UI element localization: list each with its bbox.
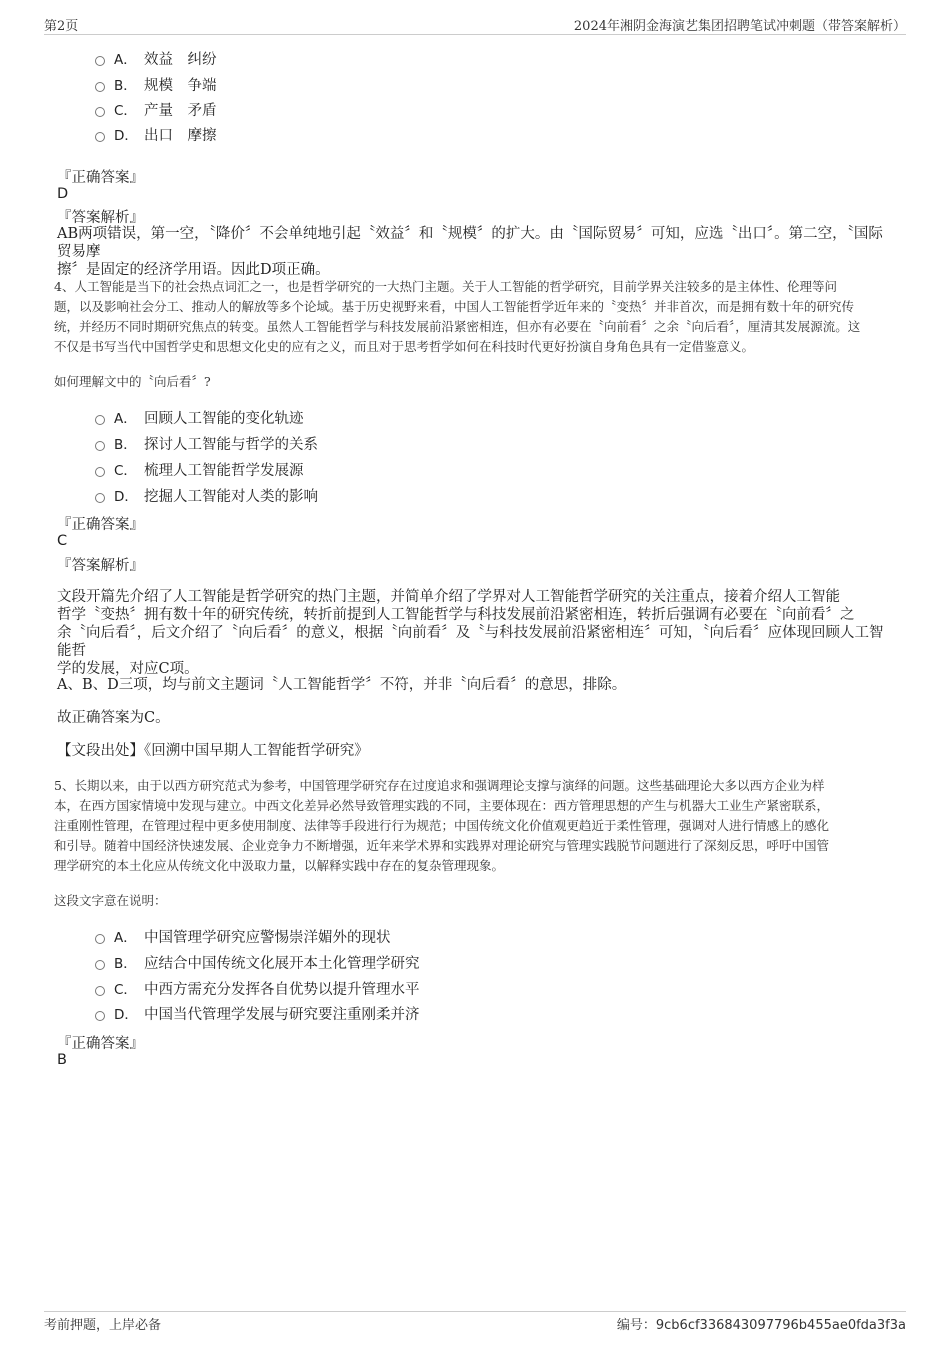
answer-label: 『正确答案』 — [57, 1036, 144, 1052]
radio-icon[interactable] — [95, 934, 105, 944]
option-text: 中国当代管理学发展与研究要注重刚柔并济 — [144, 1006, 420, 1023]
option-a[interactable] — [95, 925, 391, 947]
answer-label: 『正确答案』 — [57, 517, 144, 533]
code-label: 编号： — [616, 1318, 656, 1333]
option-b[interactable] — [95, 73, 217, 95]
answer-label: 『正确答案』 — [57, 170, 144, 186]
analysis-text — [57, 225, 892, 279]
footer-code — [617, 1314, 906, 1333]
stem-line: 题，以及影响社会分工、推动人的解放等多个论域。基于历史视野来看，中国人工智能哲学近年来的〝变热〞并非首次，而是拥有数十年的研究传 — [54, 299, 855, 314]
answer-value: D — [57, 186, 69, 202]
stem-line: 本，在西方国家情境中发现与建立。中西文化差异必然导致管理实践的不同，主要体现在：西方管理思想的产生与机器大工业生产紧密联系， — [54, 798, 830, 813]
radio-icon[interactable] — [95, 107, 105, 117]
analysis-text: A、B、D三项，均与前文主题词〝人工智能哲学〞不符，并非〝向后看〞的意思，排除。 — [57, 677, 627, 693]
option-letter: C． — [114, 463, 137, 479]
analysis-label: 『答案解析』 — [57, 210, 144, 226]
option-letter: B． — [114, 78, 137, 94]
radio-icon[interactable] — [95, 493, 105, 503]
stem-line: 4、人工智能是当下的社会热点词汇之一，也是哲学研究的一大热门主题。关于人工智能的哲学研究，目前学界关注较多的是主体性、伦理等问 — [54, 279, 837, 294]
option-b[interactable] — [95, 951, 420, 973]
analysis-line: 擦〞是固定的经济学用语。因此D项正确。 — [57, 262, 330, 278]
analysis-label: 『答案解析』 — [57, 558, 144, 574]
option-letter: C． — [114, 982, 137, 998]
code-value: 9cb6cf336843097796b455ae0fda3f3a — [655, 1318, 906, 1333]
stem-line: 理学研究的本土化应从传统文化中汲取力量，以解释实践中存在的复杂管理现象。 — [54, 858, 505, 873]
radio-icon[interactable] — [95, 467, 105, 477]
radio-icon[interactable] — [95, 441, 105, 451]
question-stem — [54, 776, 896, 876]
option-text: 中西方需充分发挥各自优势以提升管理水平 — [144, 981, 420, 998]
radio-icon[interactable] — [95, 986, 105, 996]
option-c[interactable] — [95, 98, 217, 120]
question-prompt: 这段文字意在说明： — [54, 893, 167, 908]
answer-value: B — [57, 1052, 67, 1068]
stem-line: 不仅是书写当代中国哲学史和思想文化史的应有之义，而且对于思考哲学如何在科技时代更好扮演自身角色具有一定借鉴意义。 — [54, 339, 755, 354]
option-letter: D． — [114, 1007, 138, 1023]
option-letter: B． — [114, 437, 137, 453]
option-letter: D． — [114, 128, 138, 144]
option-text: 挖掘人工智能对人类的影响 — [144, 488, 318, 505]
header-divider — [44, 34, 906, 35]
option-c[interactable] — [95, 458, 304, 480]
option-text: 产量 矛盾 — [144, 102, 217, 119]
analysis-line: 文段开篇先介绍了人工智能是哲学研究的热门主题，并简单介绍了学界对人工智能哲学研究的关注重点，接着介绍人工智能 — [57, 589, 840, 605]
option-c[interactable] — [95, 977, 420, 999]
option-letter: B． — [114, 956, 137, 972]
option-text: 探讨人工智能与哲学的关系 — [144, 436, 318, 453]
answer-value: C — [57, 533, 68, 549]
option-letter: A． — [114, 411, 137, 427]
option-b[interactable] — [95, 432, 318, 454]
radio-icon[interactable] — [95, 132, 105, 142]
stem-line: 统，并经历不同时期研究焦点的转变。虽然人工智能哲学与科技发展前沿紧密相连，但亦有必要在〝向前看〞之余〝向后看〞，厘清其发展源流。这 — [54, 319, 861, 334]
option-d[interactable] — [95, 1002, 420, 1024]
option-letter: D． — [114, 489, 138, 505]
analysis-line: 余〝向后看〞，后文介绍了〝向后看〞的意义，根据〝向前看〞及〝与科技发展前沿紧密相连〞可知，〝向后看〞应体现回顾人工智能哲 — [57, 625, 884, 659]
option-text: 规模 争端 — [144, 77, 217, 94]
option-letter: A． — [114, 52, 137, 68]
analysis-line: 哲学〝变热〞拥有数十年的研究传统，转折前提到人工智能哲学与科技发展前沿紧密相连，转折后强调有必要在〝向前看〞之 — [57, 607, 855, 623]
option-a[interactable] — [95, 406, 304, 428]
stem-line: 5、长期以来，由于以西方研究范式为参考，中国管理学研究存在过度追求和强调理论支撑与演绎的问题。这些基础理论大多以西方企业为样 — [54, 778, 825, 793]
question-prompt: 如何理解文中的〝向后看〞? — [54, 374, 211, 389]
option-letter: A． — [114, 930, 137, 946]
analysis-text — [57, 588, 892, 678]
analysis-line: AB两项错误，第一空，〝降价〞不会单纯地引起〝效益〞和〝规模〞的扩大。由〝国际贸易〞可知，应选〝出口〞。第二空，〝国际贸易摩 — [57, 226, 883, 260]
option-d[interactable] — [95, 484, 318, 506]
radio-icon[interactable] — [95, 56, 105, 66]
radio-icon[interactable] — [95, 1011, 105, 1021]
footer-slogan: 考前押题，上岸必备 — [44, 1318, 162, 1333]
option-a[interactable] — [95, 47, 217, 69]
page-number: 第2页 — [44, 19, 79, 34]
source-citation: 【文段出处】《回溯中国早期人工智能哲学研究》 — [57, 743, 369, 759]
stem-line: 和引导。随着中国经济快速发展、企业竞争力不断增强，近年来学术界和实践界对理论研究与管理实践脱节问题进行了深刻反思，呼吁中国管 — [54, 838, 830, 853]
option-text: 出口 摩擦 — [144, 127, 217, 144]
document-title: 2024年湘阴金海演艺集团招聘笔试冲刺题（带答案解析） — [573, 19, 906, 34]
option-letter: C． — [114, 103, 137, 119]
option-text: 中国管理学研究应警惕崇洋媚外的现状 — [144, 929, 391, 946]
question-stem — [54, 277, 896, 357]
analysis-text: 故正确答案为C。 — [57, 710, 170, 726]
radio-icon[interactable] — [95, 960, 105, 970]
option-text: 回顾人工智能的变化轨迹 — [144, 410, 304, 427]
radio-icon[interactable] — [95, 415, 105, 425]
radio-icon[interactable] — [95, 82, 105, 92]
option-text: 梳理人工智能哲学发展源 — [144, 462, 304, 479]
analysis-line: 学的发展，对应C项。 — [57, 661, 199, 677]
footer-divider — [44, 1311, 906, 1312]
option-d[interactable] — [95, 123, 217, 145]
option-text: 效益 纠纷 — [144, 51, 217, 68]
stem-line: 注重刚性管理，在管理过程中更多使用制度、法律等手段进行行为规范；中国传统文化价值观更趋近于柔性管理，强调对人进行情感上的感化 — [54, 818, 830, 833]
option-text: 应结合中国传统文化展开本土化管理学研究 — [144, 955, 420, 972]
